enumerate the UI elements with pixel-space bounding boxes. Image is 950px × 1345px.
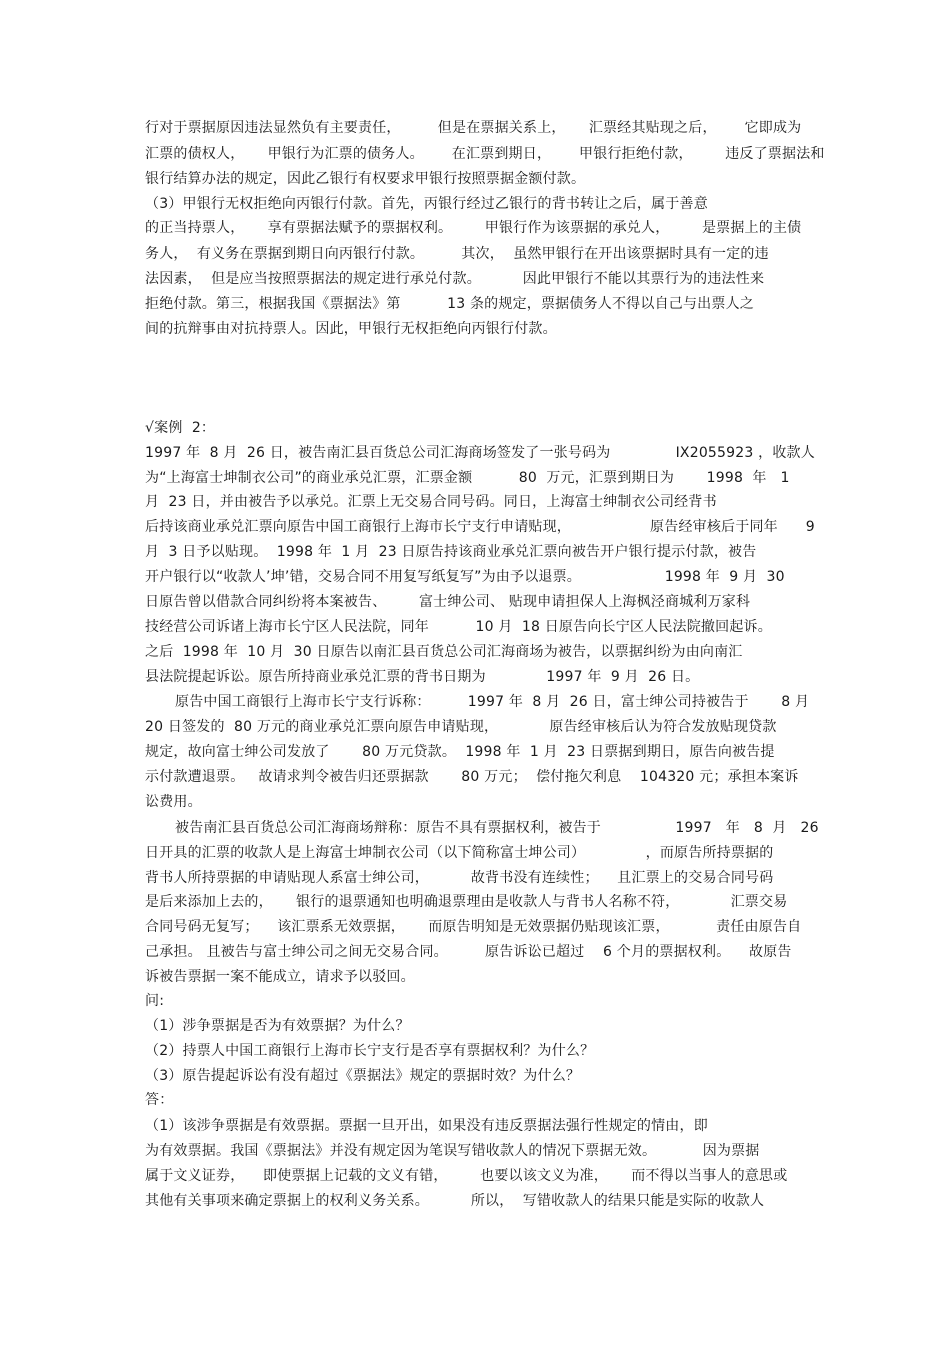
text-line: 法因素， 但是应当按照票据法的规定进行承兑付款。 因此甲银行不能以其票行为的违法性来	[145, 271, 765, 287]
text-line: 1997 年 8 月 26 日，被告南汇县百货总公司汇海商场签发了一张号码为 IX2055923 ，收款人	[145, 445, 815, 461]
text-line: 拒绝付款。第三，根据我国《票据法》第 13 条的规定，票据债务人不得以自己与出票人之	[145, 296, 754, 312]
case-heading: √案例 2：	[145, 420, 216, 436]
text-line: 为“上海富士坤制衣公司”的商业承兑汇票，汇票金额 80 万元，汇票到期日为 1998 年 1	[145, 470, 790, 486]
text-line: 己承担。 且被告与富士绅公司之间无交易合同。 原告诉讼已超过 6 个月的票据权利。 故原告	[145, 944, 792, 960]
answer-heading: 答：	[145, 1092, 174, 1108]
text-line: 示付款遭退票。 故请求判令被告归还票据款 80 万元； 偿付拖欠利息 104320 元；承担本案诉	[145, 769, 799, 785]
text-line: 技经营公司诉诸上海市长宁区人民法院，同年 10 月 18 日原告向长宁区人民法院撤回起诉。	[145, 619, 772, 635]
text-line: 日原告曾以借款合同纠纷将本案被告、 富士绅公司、 贴现申请担保人上海枫泾商城利万家科	[145, 594, 751, 610]
text-line: 间的抗辩事由对抗持票人。因此，甲银行无权拒绝向丙银行付款。	[145, 321, 557, 337]
text-line: 其他有关事项来确定票据上的权利义务关系。 所以， 写错收款人的结果只能是实际的收款人	[145, 1193, 765, 1209]
text-line: 日开具的汇票的收款人是上海富士坤制衣公司（以下简称富士坤公司） ，而原告所持票据的	[145, 845, 774, 861]
question-item: （1）涉争票据是否为有效票据？为什么？	[145, 1018, 410, 1034]
text-line: 月 23 日，并由被告予以承兑。汇票上无交易合同号码。同日，上海富士绅制衣公司经背书	[145, 494, 717, 510]
text-line: 月 3 日予以贴现。 1998 年 1 月 23 日原告持该商业承兑汇票向被告开户银行提示付款，被告	[145, 544, 757, 560]
text-line: 是后来添加上去的， 银行的退票通知也明确退票理由是收款人与背书人名称不符， 汇票交易	[145, 894, 788, 910]
text-line: 讼费用。	[145, 794, 202, 810]
text-line: 合同号码无复写； 该汇票系无效票据， 而原告明知是无效票据仍贴现该汇票， 责任由原告自	[145, 919, 802, 935]
text-line: 原告中国工商银行上海市长宁支行诉称： 1997 年 8 月 26 日，富士绅公司持被告于 8 月	[175, 694, 810, 710]
text-line: 规定，故向富士绅公司发放了 80 万元贷款。 1998 年 1 月 23 日票据到期日，原告向被告提	[145, 744, 775, 760]
text-line: 汇票的债权人， 甲银行为汇票的债务人。 在汇票到期日， 甲银行拒绝付款， 违反了票据法和	[145, 146, 825, 162]
text-line: 背书人所持票据的申请贴现人系富士绅公司， 故背书没有连续性； 且汇票上的交易合同号码	[145, 870, 774, 886]
text-line: 县法院提起诉讼。原告所持商业承兑汇票的背书日期为 1997 年 9 月 26 日。	[145, 669, 700, 685]
text-line: （1）该涉争票据是有效票据。票据一旦开出，如果没有违反票据法强行性规定的情由，即	[145, 1118, 708, 1134]
text-line: 开户银行以“收款人’坤’错，交易合同不用复写纸复写”为由予以退票。 1998 年 9 月 30	[145, 569, 785, 585]
text-line: 被告南汇县百货总公司汇海商场辩称：原告不具有票据权利，被告于 1997 年 8 月 26	[175, 820, 819, 836]
text-line: 后持该商业承兑汇票向原告中国工商银行上海市长宁支行申请贴现， 原告经审核后于同年 9	[145, 519, 815, 535]
text-line: 属于文义证券， 即使票据上记载的文义有错， 也要以该文义为准， 而不得以当事人的意思或	[145, 1168, 788, 1184]
text-line: 诉被告票据一案不能成立，请求予以驳回。	[145, 969, 415, 985]
text-line: 为有效票据。我国《票据法》并没有规定因为笔误写错收款人的情况下票据无效。 因为票据	[145, 1143, 760, 1159]
text-line: 20 日签发的 80 万元的商业承兑汇票向原告申请贴现， 原告经审核后认为符合发放贴现贷款	[145, 719, 777, 735]
text-line: 务人， 有义务在票据到期日向丙银行付款。 其次， 虽然甲银行在开出该票据时具有一定的违	[145, 246, 769, 262]
text-line: （3）甲银行无权拒绝向丙银行付款。首先，丙银行经过乙银行的背书转让之后，属于善意	[145, 196, 708, 212]
text-line: 行对于票据原因违法显然负有主要责任， 但是在票据关系上， 汇票经其贴现之后， 它即成为	[145, 120, 802, 136]
question-item: （2）持票人中国工商银行上海市长宁支行是否享有票据权利？为什么？	[145, 1043, 595, 1059]
text-line: 之后 1998 年 10 月 30 日原告以南汇县百货总公司汇海商场为被告，以票据纠纷为由向南汇	[145, 644, 743, 660]
question-item: （3）原告提起诉讼有没有超过《票据法》规定的票据时效？为什么？	[145, 1068, 581, 1084]
text-line: 银行结算办法的规定，因此乙银行有权要求甲银行按照票据金额付款。	[145, 171, 586, 187]
text-line: 的正当持票人， 享有票据法赋予的票据权利。 甲银行作为该票据的承兑人， 是票据上的主债	[145, 220, 802, 236]
question-heading: 问:	[145, 993, 165, 1009]
